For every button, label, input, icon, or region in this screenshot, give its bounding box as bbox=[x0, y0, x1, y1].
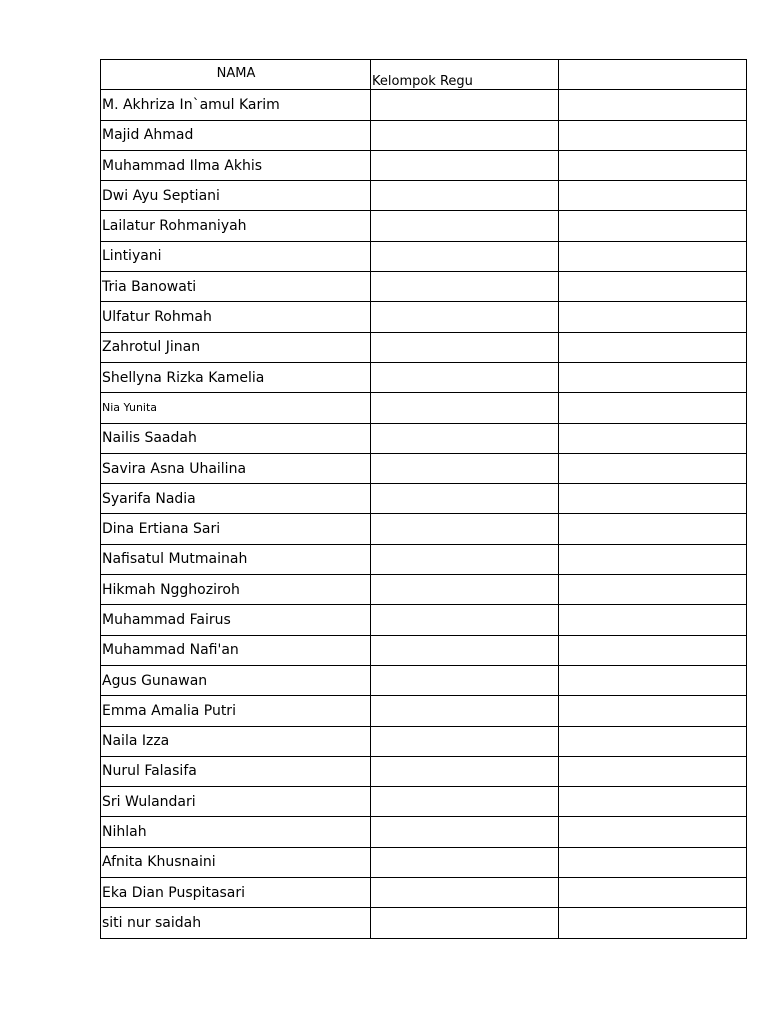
name-cell[interactable]: Muhammad Ilma Akhis bbox=[101, 150, 371, 180]
extra-cell[interactable] bbox=[559, 817, 747, 847]
table-row bbox=[101, 332, 747, 362]
extra-cell[interactable] bbox=[559, 908, 747, 938]
table-row bbox=[101, 302, 747, 332]
name-cell[interactable]: Nia Yunita bbox=[101, 393, 371, 423]
kelompok-regu-cell[interactable] bbox=[371, 332, 559, 362]
header-kelompok-regu[interactable]: Kelompok Regu bbox=[371, 60, 559, 90]
name-cell[interactable]: Tria Banowati bbox=[101, 272, 371, 302]
name-cell[interactable]: Agus Gunawan bbox=[101, 665, 371, 695]
extra-cell[interactable] bbox=[559, 544, 747, 574]
name-cell[interactable]: Nurul Falasifa bbox=[101, 756, 371, 786]
kelompok-regu-cell[interactable] bbox=[371, 211, 559, 241]
extra-cell[interactable] bbox=[559, 484, 747, 514]
table-row bbox=[101, 635, 747, 665]
kelompok-regu-cell[interactable] bbox=[371, 362, 559, 392]
name-cell[interactable]: Hikmah Ngghoziroh bbox=[101, 575, 371, 605]
name-cell[interactable]: Ulfatur Rohmah bbox=[101, 302, 371, 332]
name-cell[interactable]: Majid Ahmad bbox=[101, 120, 371, 150]
extra-cell[interactable] bbox=[559, 211, 747, 241]
extra-cell[interactable] bbox=[559, 453, 747, 483]
kelompok-regu-cell[interactable] bbox=[371, 272, 559, 302]
header-nama[interactable]: NAMA bbox=[101, 60, 371, 90]
extra-cell[interactable] bbox=[559, 393, 747, 423]
kelompok-regu-cell[interactable] bbox=[371, 181, 559, 211]
name-cell[interactable]: Sri Wulandari bbox=[101, 787, 371, 817]
kelompok-regu-cell[interactable] bbox=[371, 423, 559, 453]
table-row bbox=[101, 211, 747, 241]
kelompok-regu-cell[interactable] bbox=[371, 453, 559, 483]
table-row bbox=[101, 484, 747, 514]
kelompok-regu-cell[interactable] bbox=[371, 484, 559, 514]
table-body bbox=[101, 60, 747, 939]
extra-cell[interactable] bbox=[559, 90, 747, 120]
name-cell[interactable]: Dina Ertiana Sari bbox=[101, 514, 371, 544]
extra-cell[interactable] bbox=[559, 302, 747, 332]
kelompok-regu-cell[interactable] bbox=[371, 241, 559, 271]
name-cell[interactable]: Nihlah bbox=[101, 817, 371, 847]
kelompok-regu-cell[interactable] bbox=[371, 544, 559, 574]
name-cell[interactable]: Muhammad Fairus bbox=[101, 605, 371, 635]
name-cell[interactable]: Lailatur Rohmaniyah bbox=[101, 211, 371, 241]
extra-cell[interactable] bbox=[559, 362, 747, 392]
kelompok-regu-cell[interactable] bbox=[371, 908, 559, 938]
kelompok-regu-cell[interactable] bbox=[371, 817, 559, 847]
kelompok-regu-cell[interactable] bbox=[371, 514, 559, 544]
kelompok-regu-cell[interactable] bbox=[371, 575, 559, 605]
name-cell[interactable]: Syarifa Nadia bbox=[101, 484, 371, 514]
table-row bbox=[101, 241, 747, 271]
table-row bbox=[101, 423, 747, 453]
name-cell[interactable]: Nafisatul Mutmainah bbox=[101, 544, 371, 574]
name-cell[interactable]: Naila Izza bbox=[101, 726, 371, 756]
name-cell[interactable]: Nailis Saadah bbox=[101, 423, 371, 453]
kelompok-regu-cell[interactable] bbox=[371, 605, 559, 635]
kelompok-regu-cell[interactable] bbox=[371, 787, 559, 817]
kelompok-regu-cell[interactable] bbox=[371, 696, 559, 726]
extra-cell[interactable] bbox=[559, 696, 747, 726]
kelompok-regu-cell[interactable] bbox=[371, 847, 559, 877]
table-row bbox=[101, 665, 747, 695]
extra-cell[interactable] bbox=[559, 423, 747, 453]
table-row bbox=[101, 605, 747, 635]
extra-cell[interactable] bbox=[559, 635, 747, 665]
extra-cell[interactable] bbox=[559, 120, 747, 150]
table-row bbox=[101, 393, 747, 423]
kelompok-regu-cell[interactable] bbox=[371, 120, 559, 150]
extra-cell[interactable] bbox=[559, 181, 747, 211]
table-row bbox=[101, 362, 747, 392]
table-row bbox=[101, 847, 747, 877]
table-row bbox=[101, 90, 747, 120]
name-cell[interactable]: Muhammad Nafi'an bbox=[101, 635, 371, 665]
table-row bbox=[101, 696, 747, 726]
table-row bbox=[101, 514, 747, 544]
table-row bbox=[101, 544, 747, 574]
header-blank[interactable] bbox=[559, 60, 747, 90]
extra-cell[interactable] bbox=[559, 575, 747, 605]
kelompok-regu-cell[interactable] bbox=[371, 878, 559, 908]
table-row bbox=[101, 787, 747, 817]
extra-cell[interactable] bbox=[559, 241, 747, 271]
table-row bbox=[101, 181, 747, 211]
name-cell[interactable]: Eka Dian Puspitasari bbox=[101, 878, 371, 908]
extra-cell[interactable] bbox=[559, 787, 747, 817]
kelompok-regu-cell[interactable] bbox=[371, 726, 559, 756]
name-cell[interactable]: siti nur saidah bbox=[101, 908, 371, 938]
table-row bbox=[101, 120, 747, 150]
kelompok-regu-cell[interactable] bbox=[371, 150, 559, 180]
kelompok-regu-cell[interactable] bbox=[371, 302, 559, 332]
name-cell[interactable]: Dwi Ayu Septiani bbox=[101, 181, 371, 211]
name-cell[interactable]: Shellyna Rizka Kamelia bbox=[101, 362, 371, 392]
kelompok-regu-cell[interactable] bbox=[371, 393, 559, 423]
table-row bbox=[101, 150, 747, 180]
name-cell[interactable]: Afnita Khusnaini bbox=[101, 847, 371, 877]
extra-cell[interactable] bbox=[559, 150, 747, 180]
extra-cell[interactable] bbox=[559, 847, 747, 877]
name-cell[interactable]: Lintiyani bbox=[101, 241, 371, 271]
table-row bbox=[101, 575, 747, 605]
table-row bbox=[101, 272, 747, 302]
name-cell[interactable]: M. Akhriza In`amul Karim bbox=[101, 90, 371, 120]
table-header-row bbox=[101, 60, 747, 90]
extra-cell[interactable] bbox=[559, 272, 747, 302]
name-cell[interactable]: Savira Asna Uhailina bbox=[101, 453, 371, 483]
extra-cell[interactable] bbox=[559, 878, 747, 908]
extra-cell[interactable] bbox=[559, 665, 747, 695]
table-row bbox=[101, 453, 747, 483]
extra-cell[interactable] bbox=[559, 514, 747, 544]
table-row bbox=[101, 817, 747, 847]
extra-cell[interactable] bbox=[559, 726, 747, 756]
table-row bbox=[101, 878, 747, 908]
name-group-table bbox=[100, 59, 747, 939]
extra-cell[interactable] bbox=[559, 605, 747, 635]
kelompok-regu-cell[interactable] bbox=[371, 756, 559, 786]
name-cell[interactable]: Emma Amalia Putri bbox=[101, 696, 371, 726]
kelompok-regu-cell[interactable] bbox=[371, 90, 559, 120]
table-row bbox=[101, 726, 747, 756]
kelompok-regu-cell[interactable] bbox=[371, 635, 559, 665]
extra-cell[interactable] bbox=[559, 332, 747, 362]
name-cell[interactable]: Zahrotul Jinan bbox=[101, 332, 371, 362]
table-row bbox=[101, 908, 747, 938]
table-row bbox=[101, 756, 747, 786]
kelompok-regu-cell[interactable] bbox=[371, 665, 559, 695]
extra-cell[interactable] bbox=[559, 756, 747, 786]
